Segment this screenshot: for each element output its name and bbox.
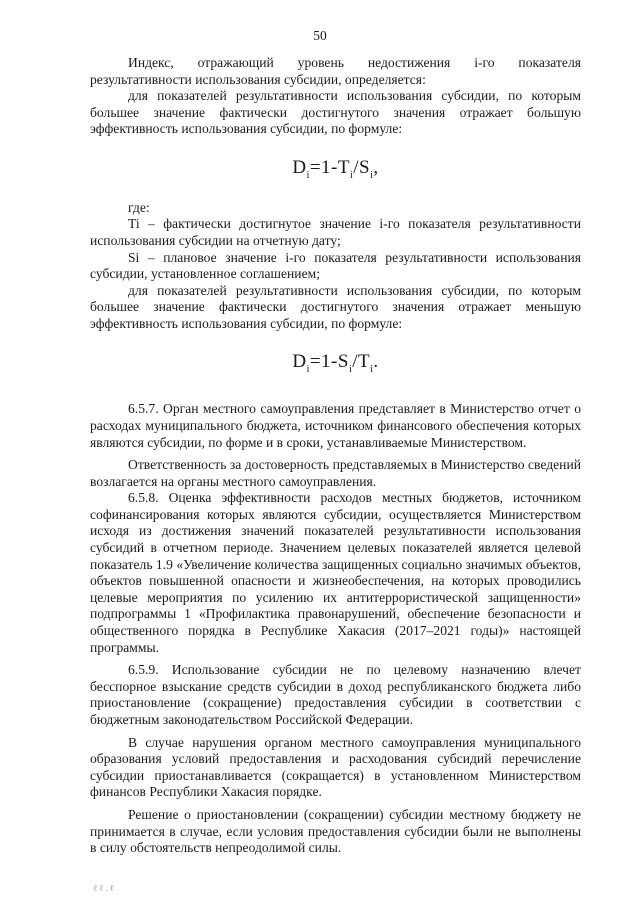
paragraph-force-majeure: Решение о приостановлении (сокращении) субсидии местному бюджету не принимается в случае, если условия предоставления субсидии были не выполнены в силу обстоятельств непреодолимой силы. — [90, 806, 581, 856]
paragraph-violation: В случае нарушения органом местного самоуправления муниципального образования условий предоставления и расходования субсидий перечисление субсидии приостанавливается (сокращается) в установленном Министерством финансов Республики Хакасия порядке. — [90, 734, 581, 800]
paragraph-ti-definition: Ti – фактически достигнутое значение i-го показателя результативности использования субсидии на отчетную дату; — [90, 216, 581, 248]
formula-1: $D_i=1-T_i/S_i$, — [292, 156, 379, 181]
paragraph-greater-is-better: для показателей результативности использования субсидии, по которым большее значение фактически достигнутого значения отражает большую эффективность использования субсидии, по формуле: — [90, 88, 581, 137]
paragraph-greater-is-worse: для показателей результативности использования субсидии, по которым большее значение фактически достигнутого значения отражает меньшую эффективность использования субсидии, по формуле: — [90, 282, 581, 331]
paragraph-6-5-8: 6.5.8. Оценка эффективности расходов местных бюджетов, источником софинансирования которых являются субсидии, осуществляется Министерством исходя из достижения значений показателей результативности использования субсидий в отчетном периоде. Значением целевых показателей является целевой показатель 1.9 «Увеличение количества защищенных социально значимых объектов, объектов повышенной опасности и жизнеобеспечения, на которых проводились целевые мероприятия по усилению их антитеррористической защищенности» подпрограммы 1 «Профилактика правонарушений, обеспечение безопасности и общественного порядка в Республике Хакасия (2017–2021 годы)» настоящей программы. — [90, 490, 581, 655]
paragraph-where: где: — [128, 199, 150, 215]
formula-2: $D_i=1-S_i/T_i$. — [292, 350, 379, 375]
footer-mark: ℓℓ.ℓ — [93, 883, 117, 893]
paragraph-6-5-9: 6.5.9. Использование субсидии не по целевому назначению влечет бесспорное взыскание средств субсидии в доход республиканского бюджета либо приостановление (сокращение) предоставления субсидии в соответствии с бюджетным законодательством Российской Федерации. — [90, 662, 581, 727]
paragraph-si-definition: Si – плановое значение i-го показателя результативности использования субсидии, установленное соглашением; — [90, 249, 581, 282]
page-number: 50 — [313, 28, 327, 43]
paragraph-6-5-7: 6.5.7. Орган местного самоуправления представляет в Министерство отчет о расходах муниципального бюджета, источником финансового обеспечения которых являются субсидии, по форме и в сроки, устанавливаемые Министерством. — [90, 401, 581, 450]
paragraph-index-definition: Индекс, отражающий уровень недостижения i-го показателя результативности использования субсидии, определяется: — [90, 55, 581, 87]
document-body — [90, 55, 581, 857]
paragraph-responsibility: Ответственность за достоверность представляемых в Министерство сведений возлагается на органы местного самоуправления. — [90, 457, 581, 489]
